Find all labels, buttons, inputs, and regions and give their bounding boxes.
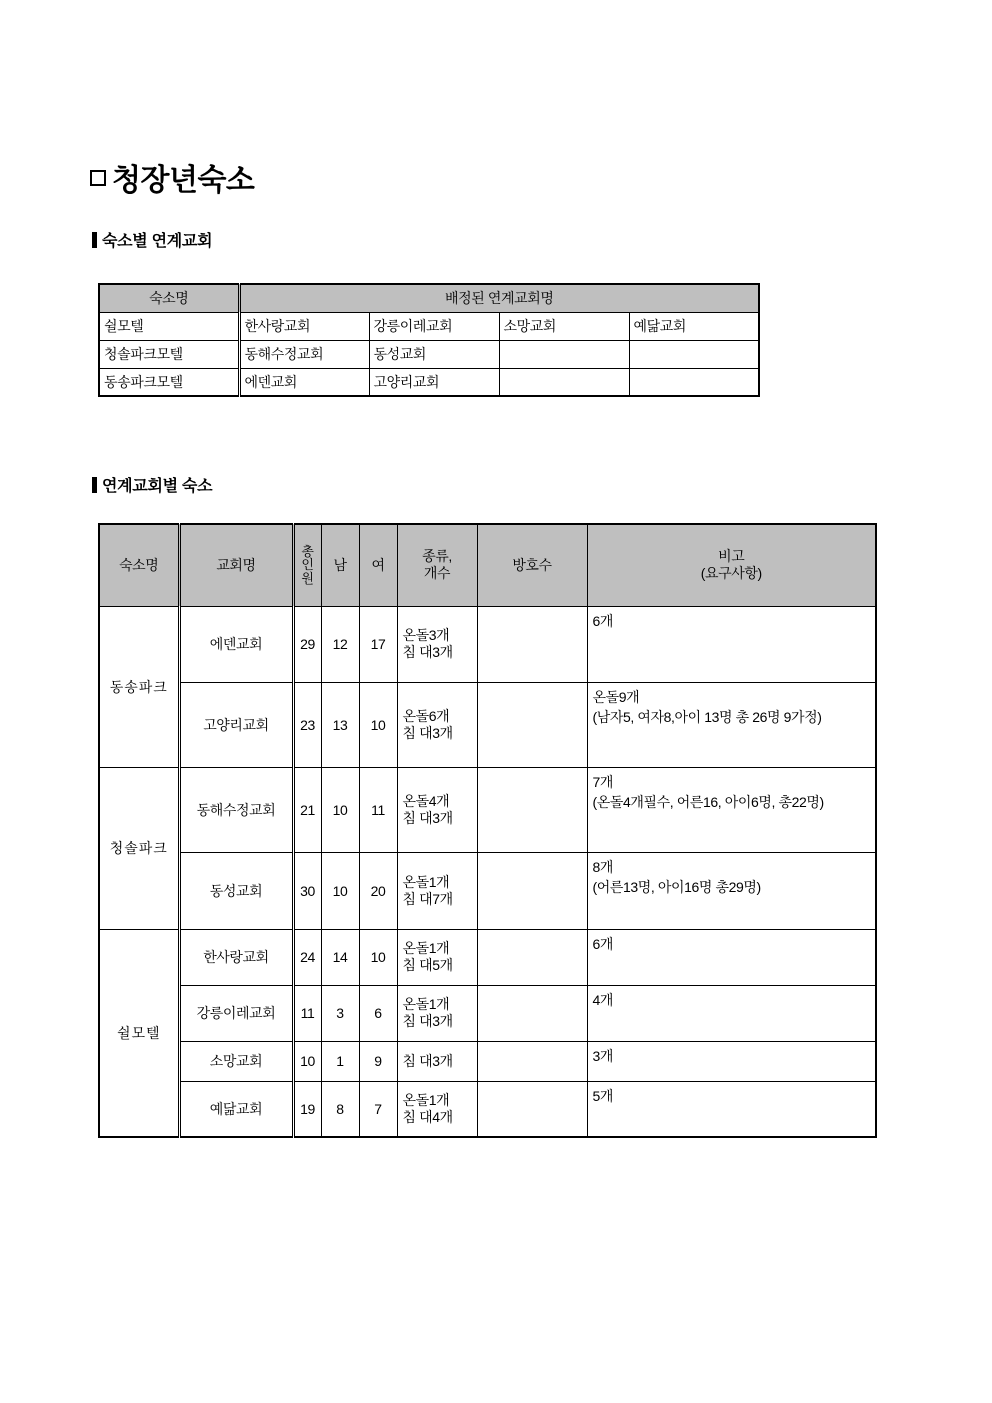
table-row xyxy=(99,852,876,929)
kind-stack xyxy=(403,793,473,827)
th-total-people xyxy=(293,524,321,606)
cell-note: 8개 (어른13명, 아이16명 총29명) xyxy=(587,852,876,929)
cell-kind-count xyxy=(397,682,477,767)
cell-total: 11 xyxy=(293,985,321,1041)
cell-church xyxy=(629,340,759,368)
cell-church-name: 강릉이레교회 xyxy=(179,985,293,1041)
lodging-church-assignment-table xyxy=(98,283,760,397)
cell-kind-count xyxy=(397,929,477,985)
th-church-name: 교회명 xyxy=(179,524,293,606)
section-heading-church-lodging xyxy=(92,473,212,496)
cell-total: 21 xyxy=(293,767,321,852)
table-row xyxy=(99,340,759,368)
cell-room-count xyxy=(477,767,587,852)
cell-note: 4개 xyxy=(587,985,876,1041)
kind-line: 침 대3개 xyxy=(402,644,453,660)
cell-church: 동성교회 xyxy=(369,340,499,368)
kind-line: 온돌1개 xyxy=(402,940,450,957)
cell-kind-count xyxy=(397,1081,477,1137)
th-assigned-churches: 배정된 연계교회명 xyxy=(239,284,759,312)
cell-male: 1 xyxy=(321,1041,359,1081)
kind-stack xyxy=(403,996,473,1030)
cell-church: 한사랑교회 xyxy=(239,312,369,340)
cell-room-count xyxy=(477,929,587,985)
cell-lodging-group: 동송파크 xyxy=(99,606,179,767)
table-row xyxy=(99,767,876,852)
kind-line: 침 대4개 xyxy=(402,1108,453,1125)
cell-total: 23 xyxy=(293,682,321,767)
cell-kind-count xyxy=(397,606,477,682)
cell-church-name: 고양리교회 xyxy=(179,682,293,767)
cell-church: 동해수정교회 xyxy=(239,340,369,368)
cell-church: 고양리교회 xyxy=(369,368,499,396)
cell-room-count xyxy=(477,682,587,767)
cell-female: 6 xyxy=(359,985,397,1041)
kind-line: 온돌6개 xyxy=(402,707,450,724)
cell-male: 10 xyxy=(321,767,359,852)
th-lodging-name: 숙소명 xyxy=(99,524,179,606)
cell-church: 예닮교회 xyxy=(629,312,759,340)
bar-bullet-icon xyxy=(92,232,97,248)
table-row xyxy=(99,1041,876,1081)
cell-female: 10 xyxy=(359,682,397,767)
th-note-stack xyxy=(592,548,872,582)
table-header-row xyxy=(99,284,759,312)
cell-lodging-name: 청솔파크모텔 xyxy=(99,340,239,368)
kind-line: 온돌1개 xyxy=(402,996,450,1013)
cell-total: 29 xyxy=(293,606,321,682)
table-body xyxy=(99,606,876,1137)
th-note-line: (요구사항) xyxy=(700,565,762,582)
table-row xyxy=(99,606,876,682)
kind-line: 온돌4개 xyxy=(402,792,450,809)
cell-note: 5개 xyxy=(587,1081,876,1137)
cell-note: 3개 xyxy=(587,1041,876,1081)
cell-kind-count xyxy=(397,767,477,852)
cell-room-count xyxy=(477,985,587,1041)
th-total-char: 인 xyxy=(301,557,314,573)
cell-church xyxy=(629,368,759,396)
cell-note: 6개 xyxy=(587,929,876,985)
kind-stack xyxy=(403,708,473,742)
cell-church-name: 예닮교회 xyxy=(179,1081,293,1137)
cell-note: 7개 (온돌4개필수, 어른16, 아이6명, 총22명) xyxy=(587,767,876,852)
bar-bullet-icon xyxy=(92,477,97,493)
cell-total: 30 xyxy=(293,852,321,929)
cell-room-count xyxy=(477,852,587,929)
cell-church: 강릉이레교회 xyxy=(369,312,499,340)
cell-room-count xyxy=(477,1081,587,1137)
cell-kind-count xyxy=(397,1041,477,1081)
cell-church: 소망교회 xyxy=(499,312,629,340)
kind-line: 온돌1개 xyxy=(402,873,450,890)
th-female: 여 xyxy=(359,524,397,606)
cell-female: 20 xyxy=(359,852,397,929)
cell-female: 7 xyxy=(359,1081,397,1137)
cell-total: 10 xyxy=(293,1041,321,1081)
th-total-char: 원 xyxy=(301,570,314,586)
cell-church xyxy=(499,340,629,368)
th-kind-stack xyxy=(402,548,473,582)
th-kind-line: 개수 xyxy=(423,565,451,582)
section-heading-lodging-churches xyxy=(92,228,212,251)
kind-stack xyxy=(403,1092,473,1126)
cell-room-count xyxy=(477,1041,587,1081)
kind-line: 침 대3개 xyxy=(402,1052,453,1069)
table-row xyxy=(99,368,759,396)
cell-male: 13 xyxy=(321,682,359,767)
cell-kind-count xyxy=(397,985,477,1041)
cell-church-name: 한사랑교회 xyxy=(179,929,293,985)
cell-lodging-group: 청솔파크 xyxy=(99,767,179,929)
kind-line: 침 대5개 xyxy=(402,957,453,973)
kind-stack xyxy=(403,940,473,974)
th-total-char: 총 xyxy=(301,543,314,559)
cell-note: 온돌9개 (남자5, 여자8,아이 13명 총 26명 9가정) xyxy=(587,682,876,767)
th-total-stack xyxy=(301,545,313,586)
kind-stack xyxy=(403,874,473,908)
section-heading-text: 연계교회별 숙소 xyxy=(102,478,213,495)
cell-church xyxy=(499,368,629,396)
kind-line: 온돌3개 xyxy=(402,627,450,644)
table-row xyxy=(99,312,759,340)
cell-male: 12 xyxy=(321,606,359,682)
section-heading-text: 숙소별 연계교회 xyxy=(102,233,213,250)
cell-church-name: 동해수정교회 xyxy=(179,767,293,852)
cell-room-count xyxy=(477,606,587,682)
kind-line: 침 대3개 xyxy=(402,724,453,741)
cell-female: 10 xyxy=(359,929,397,985)
cell-female: 17 xyxy=(359,606,397,682)
kind-stack xyxy=(403,1053,473,1070)
page-title-text: 청장년숙소 xyxy=(112,164,255,197)
th-note xyxy=(587,524,876,606)
th-lodging-name: 숙소명 xyxy=(99,284,239,312)
table-row xyxy=(99,682,876,767)
cell-church: 에덴교회 xyxy=(239,368,369,396)
kind-line: 침 대3개 xyxy=(402,809,453,826)
th-note-line: 비고 xyxy=(718,548,745,565)
cell-male: 10 xyxy=(321,852,359,929)
cell-total: 19 xyxy=(293,1081,321,1137)
cell-kind-count xyxy=(397,852,477,929)
cell-church-name: 동성교회 xyxy=(179,852,293,929)
table-row xyxy=(99,1081,876,1137)
cell-note: 6개 xyxy=(587,606,876,682)
cell-female: 11 xyxy=(359,767,397,852)
cell-church-name: 에덴교회 xyxy=(179,606,293,682)
table-row xyxy=(99,985,876,1041)
th-kind-count xyxy=(397,524,477,606)
cell-church-name: 소망교회 xyxy=(179,1041,293,1081)
page-title xyxy=(90,155,254,199)
table-row xyxy=(99,929,876,985)
cell-male: 8 xyxy=(321,1081,359,1137)
kind-line: 온돌1개 xyxy=(402,1091,450,1108)
th-kind-line: 종류, xyxy=(422,548,452,565)
square-bullet-icon xyxy=(90,170,106,186)
cell-lodging-name: 쉴모텔 xyxy=(99,312,239,340)
cell-male: 14 xyxy=(321,929,359,985)
th-male: 남 xyxy=(321,524,359,606)
th-room-count: 방호수 xyxy=(477,524,587,606)
table-header-row xyxy=(99,524,876,606)
kind-line: 침 대3개 xyxy=(402,1013,453,1029)
cell-total: 24 xyxy=(293,929,321,985)
church-lodging-detail-table xyxy=(98,523,877,1138)
cell-lodging-group: 쉴모텔 xyxy=(99,929,179,1137)
cell-male: 3 xyxy=(321,985,359,1041)
cell-female: 9 xyxy=(359,1041,397,1081)
kind-line: 침 대7개 xyxy=(402,890,453,907)
cell-lodging-name: 동송파크모텔 xyxy=(99,368,239,396)
kind-stack xyxy=(403,627,473,661)
